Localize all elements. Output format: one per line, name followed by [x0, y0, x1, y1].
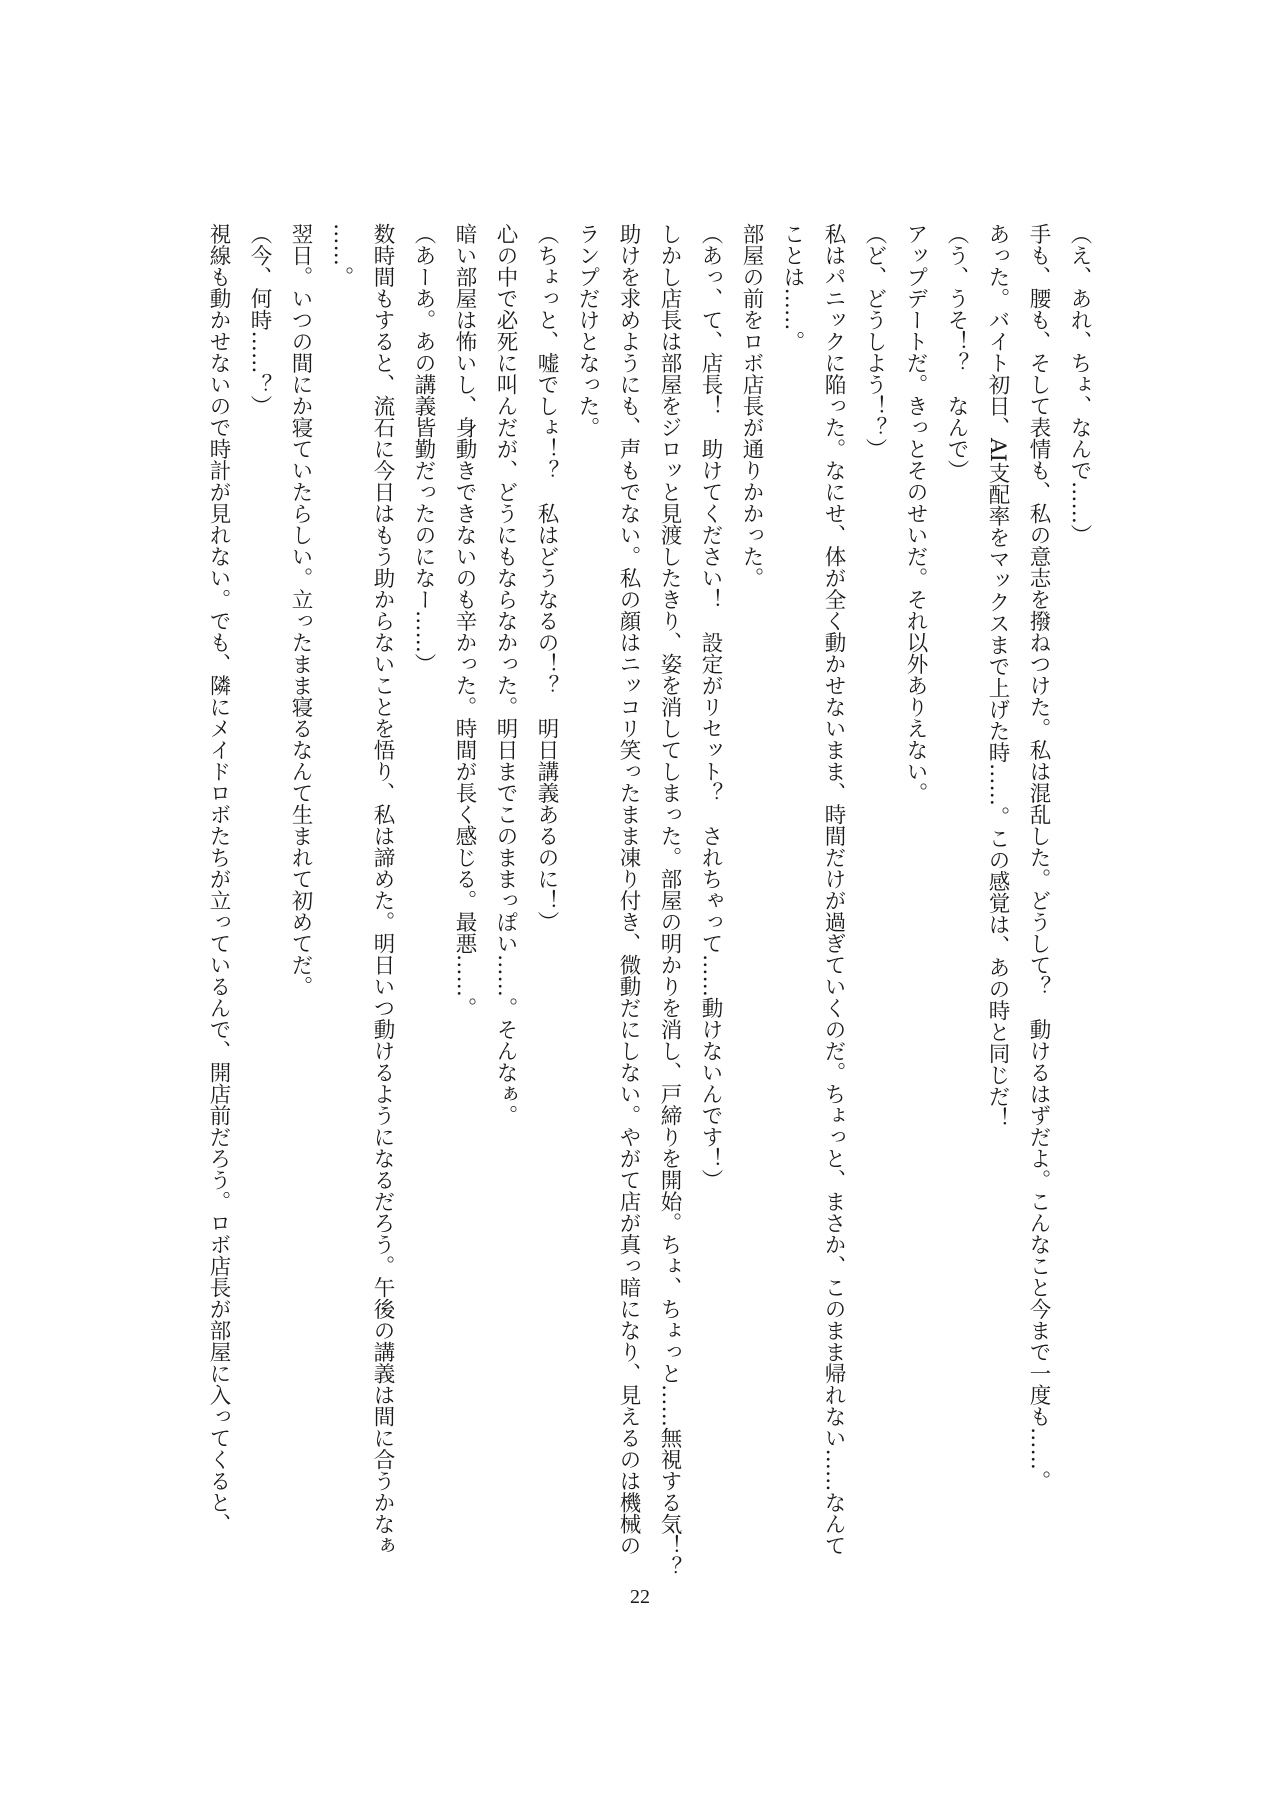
text-line: ランプだけとなった。	[575, 223, 600, 438]
text-line: （ど、どうしよう！？）	[862, 223, 887, 460]
text-line: 視線も動かせないので時計が見れない。でも、隣にメイドロボたちが立っているんで、開店前だろう。ロボ店長が部屋に入ってくると、	[206, 223, 231, 1535]
text-line: 心の中で必死に叫んだが、どうにもならなかった。明日までこのままっぽい……。そんなぁ。	[493, 223, 518, 1126]
text-line: （あっ、て、店長！ 助けてください！ 設定がリセット？ されちゃって……動けないんです！）	[698, 223, 723, 1191]
text-line: ……。	[329, 223, 354, 288]
text-line: （あーあ。あの講義皆勤だったのになー……）	[411, 223, 436, 675]
text-line: （う、うそ！？ なんで）	[944, 223, 969, 481]
text-line: しかし店長は部屋をジロッと見渡したきり、姿を消してしまった。部屋の明かりを消し、戸締りを開始。ちょ、ちょっと……無視する気！？	[657, 223, 682, 1578]
vertical-body-text	[198, 223, 1100, 1578]
text-line: 助けを求めようにも、声もでない。私の顔はニッコリ笑ったまま凍り付き、微動だにしない。やがて店が真っ暗になり、見えるのは機械の	[616, 223, 641, 1556]
text-line: あった。バイト初日、AI支配率をマックスまで上げた時……。この感覚は、あの時と同じだ！	[985, 223, 1010, 1129]
page-number: 22	[630, 1586, 650, 1608]
text-line: 手も、腰も、そして表情も、私の意志を撥ねつけた。私は混乱した。どうして？ 動けるはずだよ。こんなこと今まで一度も……。	[1026, 223, 1051, 1492]
text-line: （ちょっと、嘘でしょ！？ 私はどうなるの！？ 明日講義あるのに！）	[534, 223, 559, 933]
text-line: 暗い部屋は怖いし、身動きできないのも辛かった。時間が長く感じる。最悪……。	[452, 223, 477, 1019]
text-line: 私はパニックに陥った。なにせ、体が全く動かせないまま、時間だけが過ぎていくのだ。ちょっと、まさか、このまま帰れない……なんて	[821, 223, 846, 1556]
text-line: 数時間もすると、流石に今日はもう助からないことを悟り、私は諦めた。明日いつ動けるようになるだろう。午後の講義は間に合うかなぁ	[370, 223, 395, 1556]
text-line: （今、何時……？）	[247, 223, 272, 417]
text-line: ことは……。	[780, 223, 805, 352]
text-line: アップデートだ。きっとそのせいだ。それ以外ありえない。	[903, 223, 928, 804]
text-line: （え、あれ、ちょ、なんで……）	[1067, 223, 1092, 546]
text-line: 翌日。いつの間にか寝ていたらしい。立ったまま寝るなんて生まれて初めてだ。	[288, 223, 313, 997]
text-line: 部屋の前をロボ店長が通りかかった。	[739, 223, 764, 589]
